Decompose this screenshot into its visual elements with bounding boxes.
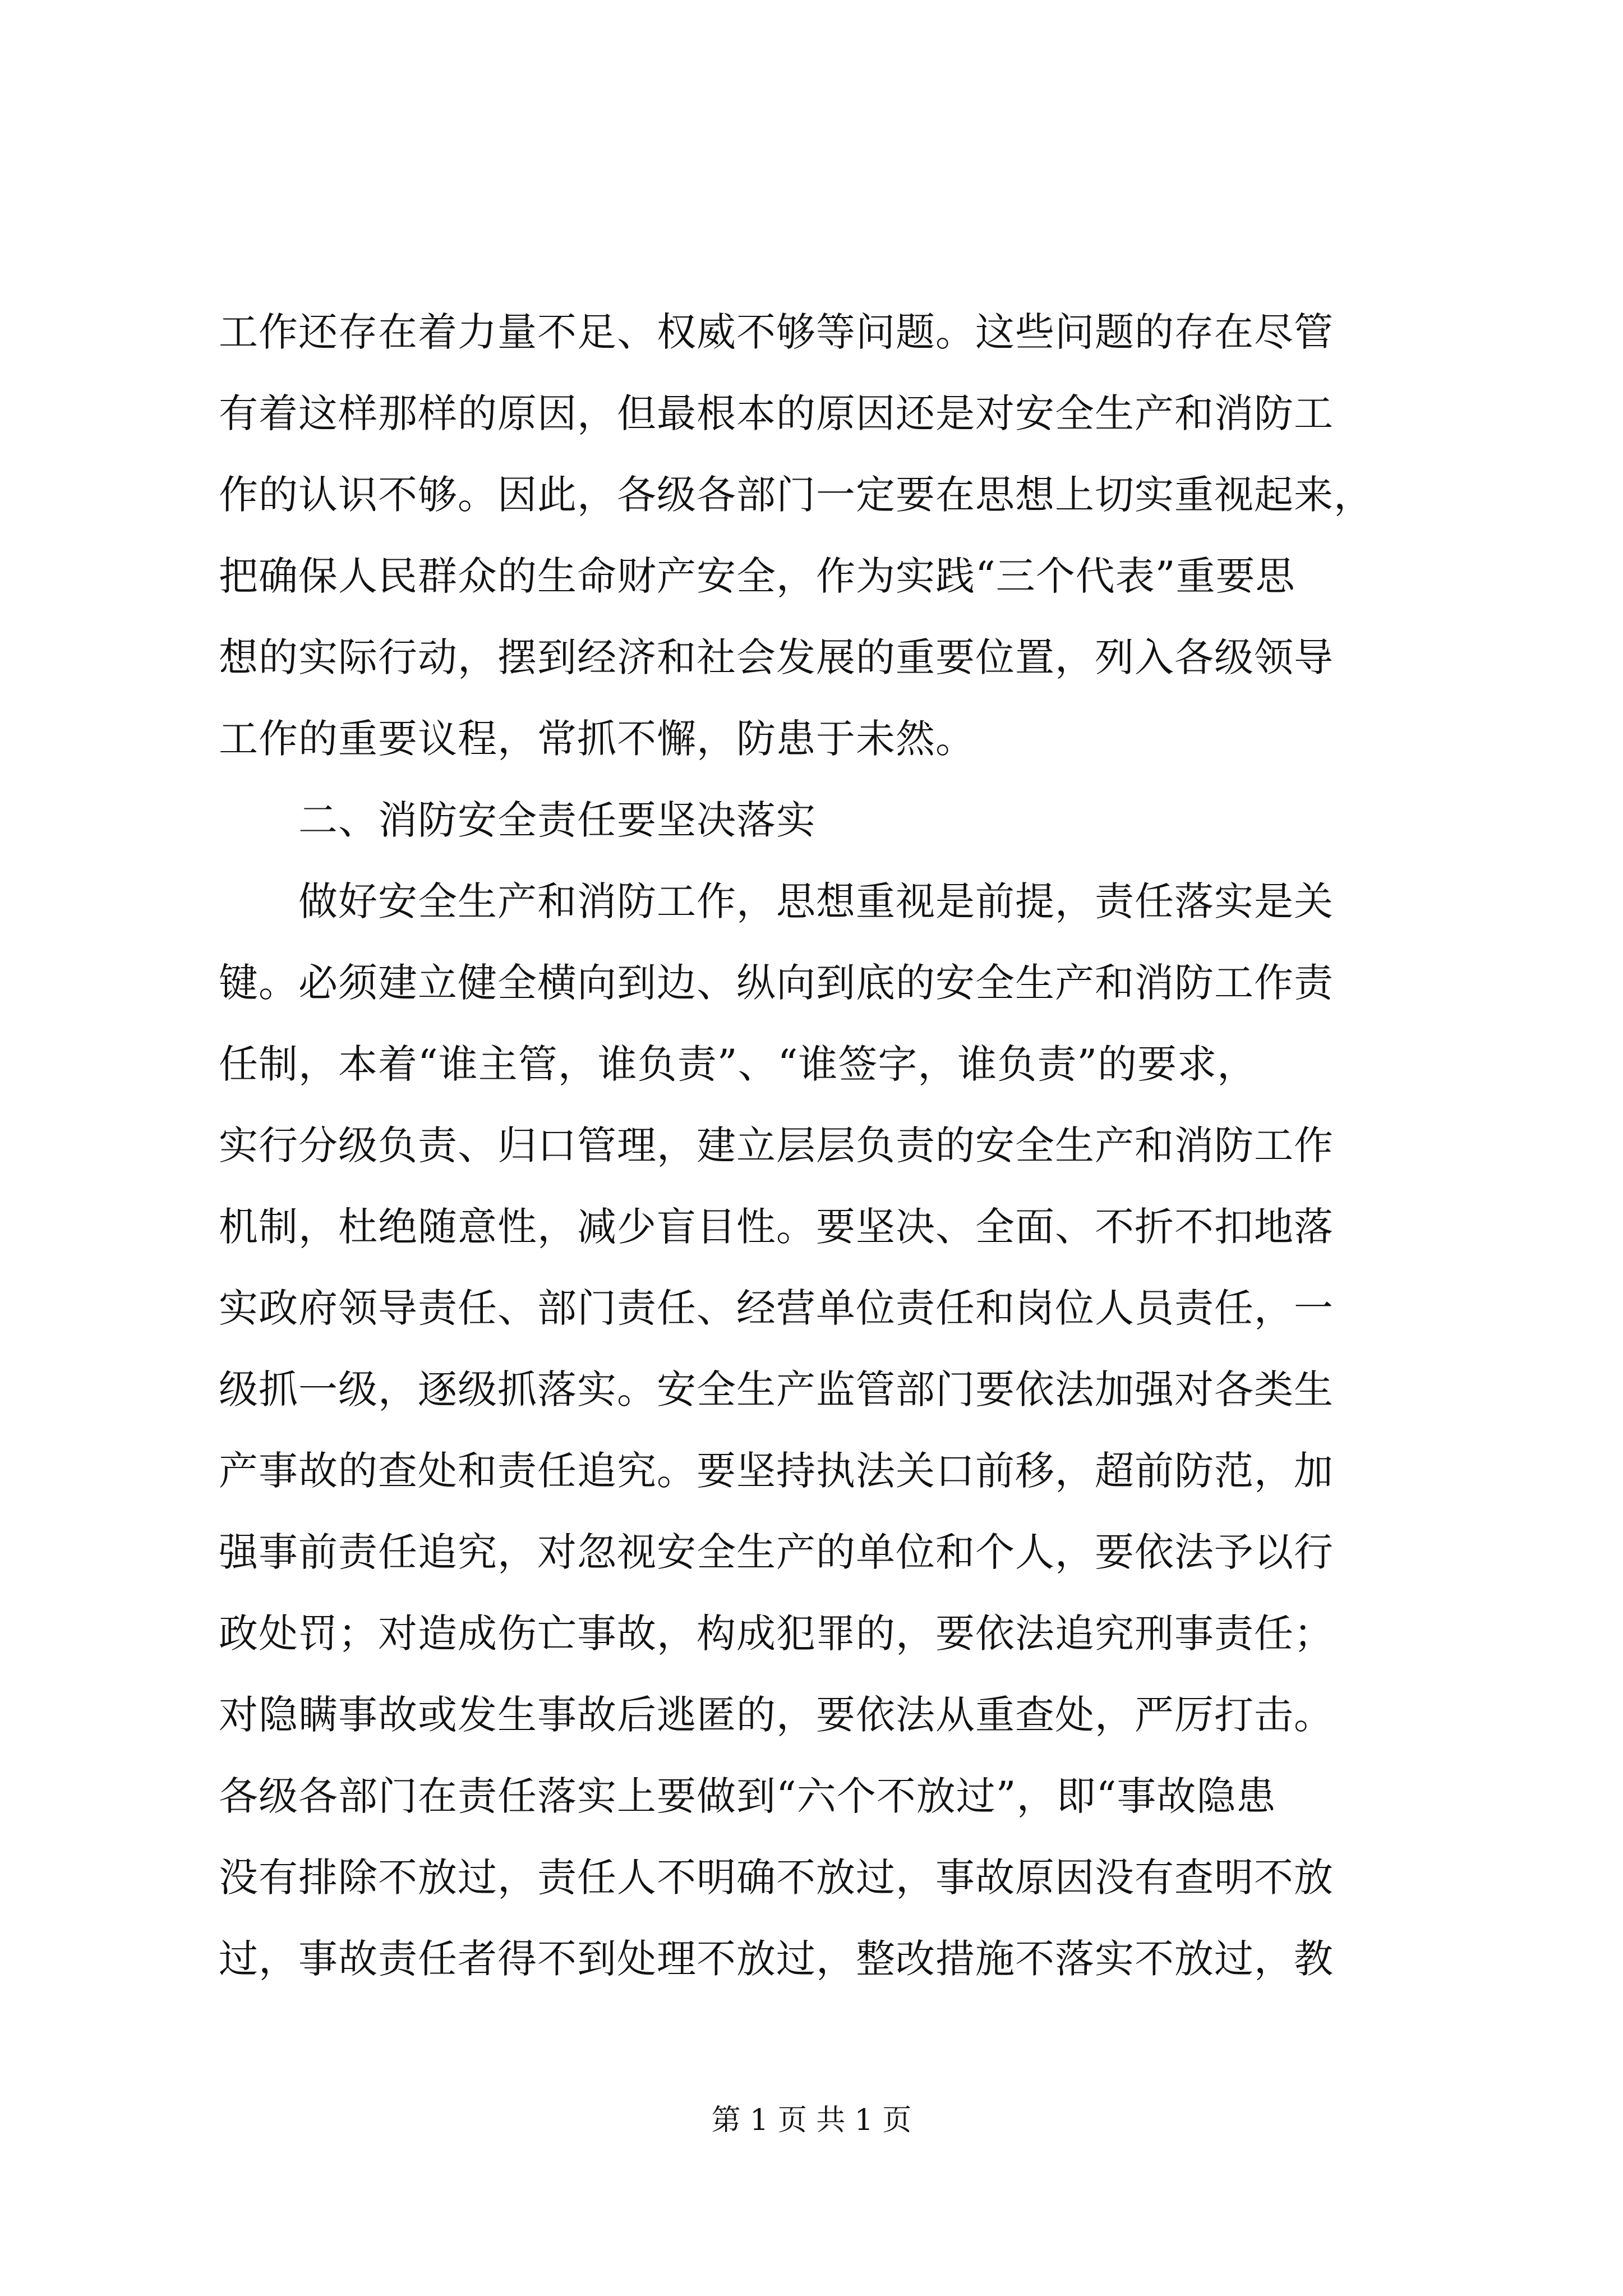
paragraph-first-line: 做好安全生产和消防工作，思想重视是前提，责任落实是关	[298, 878, 1334, 924]
text-line: 各级各部门在责任落实上要做到“六个不放过”，即“事故隐患	[219, 1773, 1276, 1819]
text-line: 机制，杜绝随意性，减少盲目性。要坚决、全面、不折不扣地落	[219, 1204, 1334, 1250]
text-line: 工作还存在着力量不足、权威不够等问题。这些问题的存在尽管	[219, 309, 1334, 355]
text-line: 作的认识不够。因此，各级各部门一定要在思想上切实重视起来，	[219, 472, 1373, 518]
text-line: 对隐瞒事故或发生事故后逃匿的，要依法从重查处，严厉打击。	[219, 1692, 1334, 1738]
page-number-footer: 第 1 页 共 1 页	[711, 2104, 912, 2137]
text-line: 有着这样那样的原因，但最根本的原因还是对安全生产和消防工	[219, 390, 1334, 436]
text-line: 想的实际行动，摆到经济和社会发展的重要位置，列入各级领导	[219, 634, 1334, 680]
text-line: 实行分级负责、归口管理，建立层层负责的安全生产和消防工作	[219, 1122, 1334, 1168]
text-line: 任制，本着“谁主管，谁负责”、“谁签字，谁负责”的要求，	[219, 1041, 1257, 1087]
text-line: 级抓一级，逐级抓落实。安全生产监管部门要依法加强对各类生	[219, 1366, 1334, 1412]
text-line: 把确保人民群众的生命财产安全，作为实践“三个代表”重要思	[219, 553, 1295, 599]
text-line: 没有排除不放过，责任人不明确不放过，事故原因没有查明不放	[219, 1855, 1334, 1901]
text-line: 过，事故责任者得不到处理不放过，整改措施不落实不放过，教	[219, 1936, 1334, 1982]
text-line: 政处罚；对造成伤亡事故，构成犯罪的，要依法追究刑事责任；	[219, 1611, 1334, 1657]
text-line: 产事故的查处和责任追究。要坚持执法关口前移，超前防范，加	[219, 1448, 1334, 1494]
document-body	[219, 292, 1424, 2000]
text-line: 强事前责任追究，对忽视安全生产的单位和个人，要依法予以行	[219, 1529, 1334, 1575]
section-heading: 二、消防安全责任要坚决落实	[298, 797, 816, 843]
text-line: 键。必须建立健全横向到边、纵向到底的安全生产和消防工作责	[219, 960, 1334, 1006]
text-line: 工作的重要议程，常抓不懈，防患于未然。	[219, 716, 975, 762]
text-line: 实政府领导责任、部门责任、经营单位责任和岗位人员责任，一	[219, 1285, 1334, 1331]
